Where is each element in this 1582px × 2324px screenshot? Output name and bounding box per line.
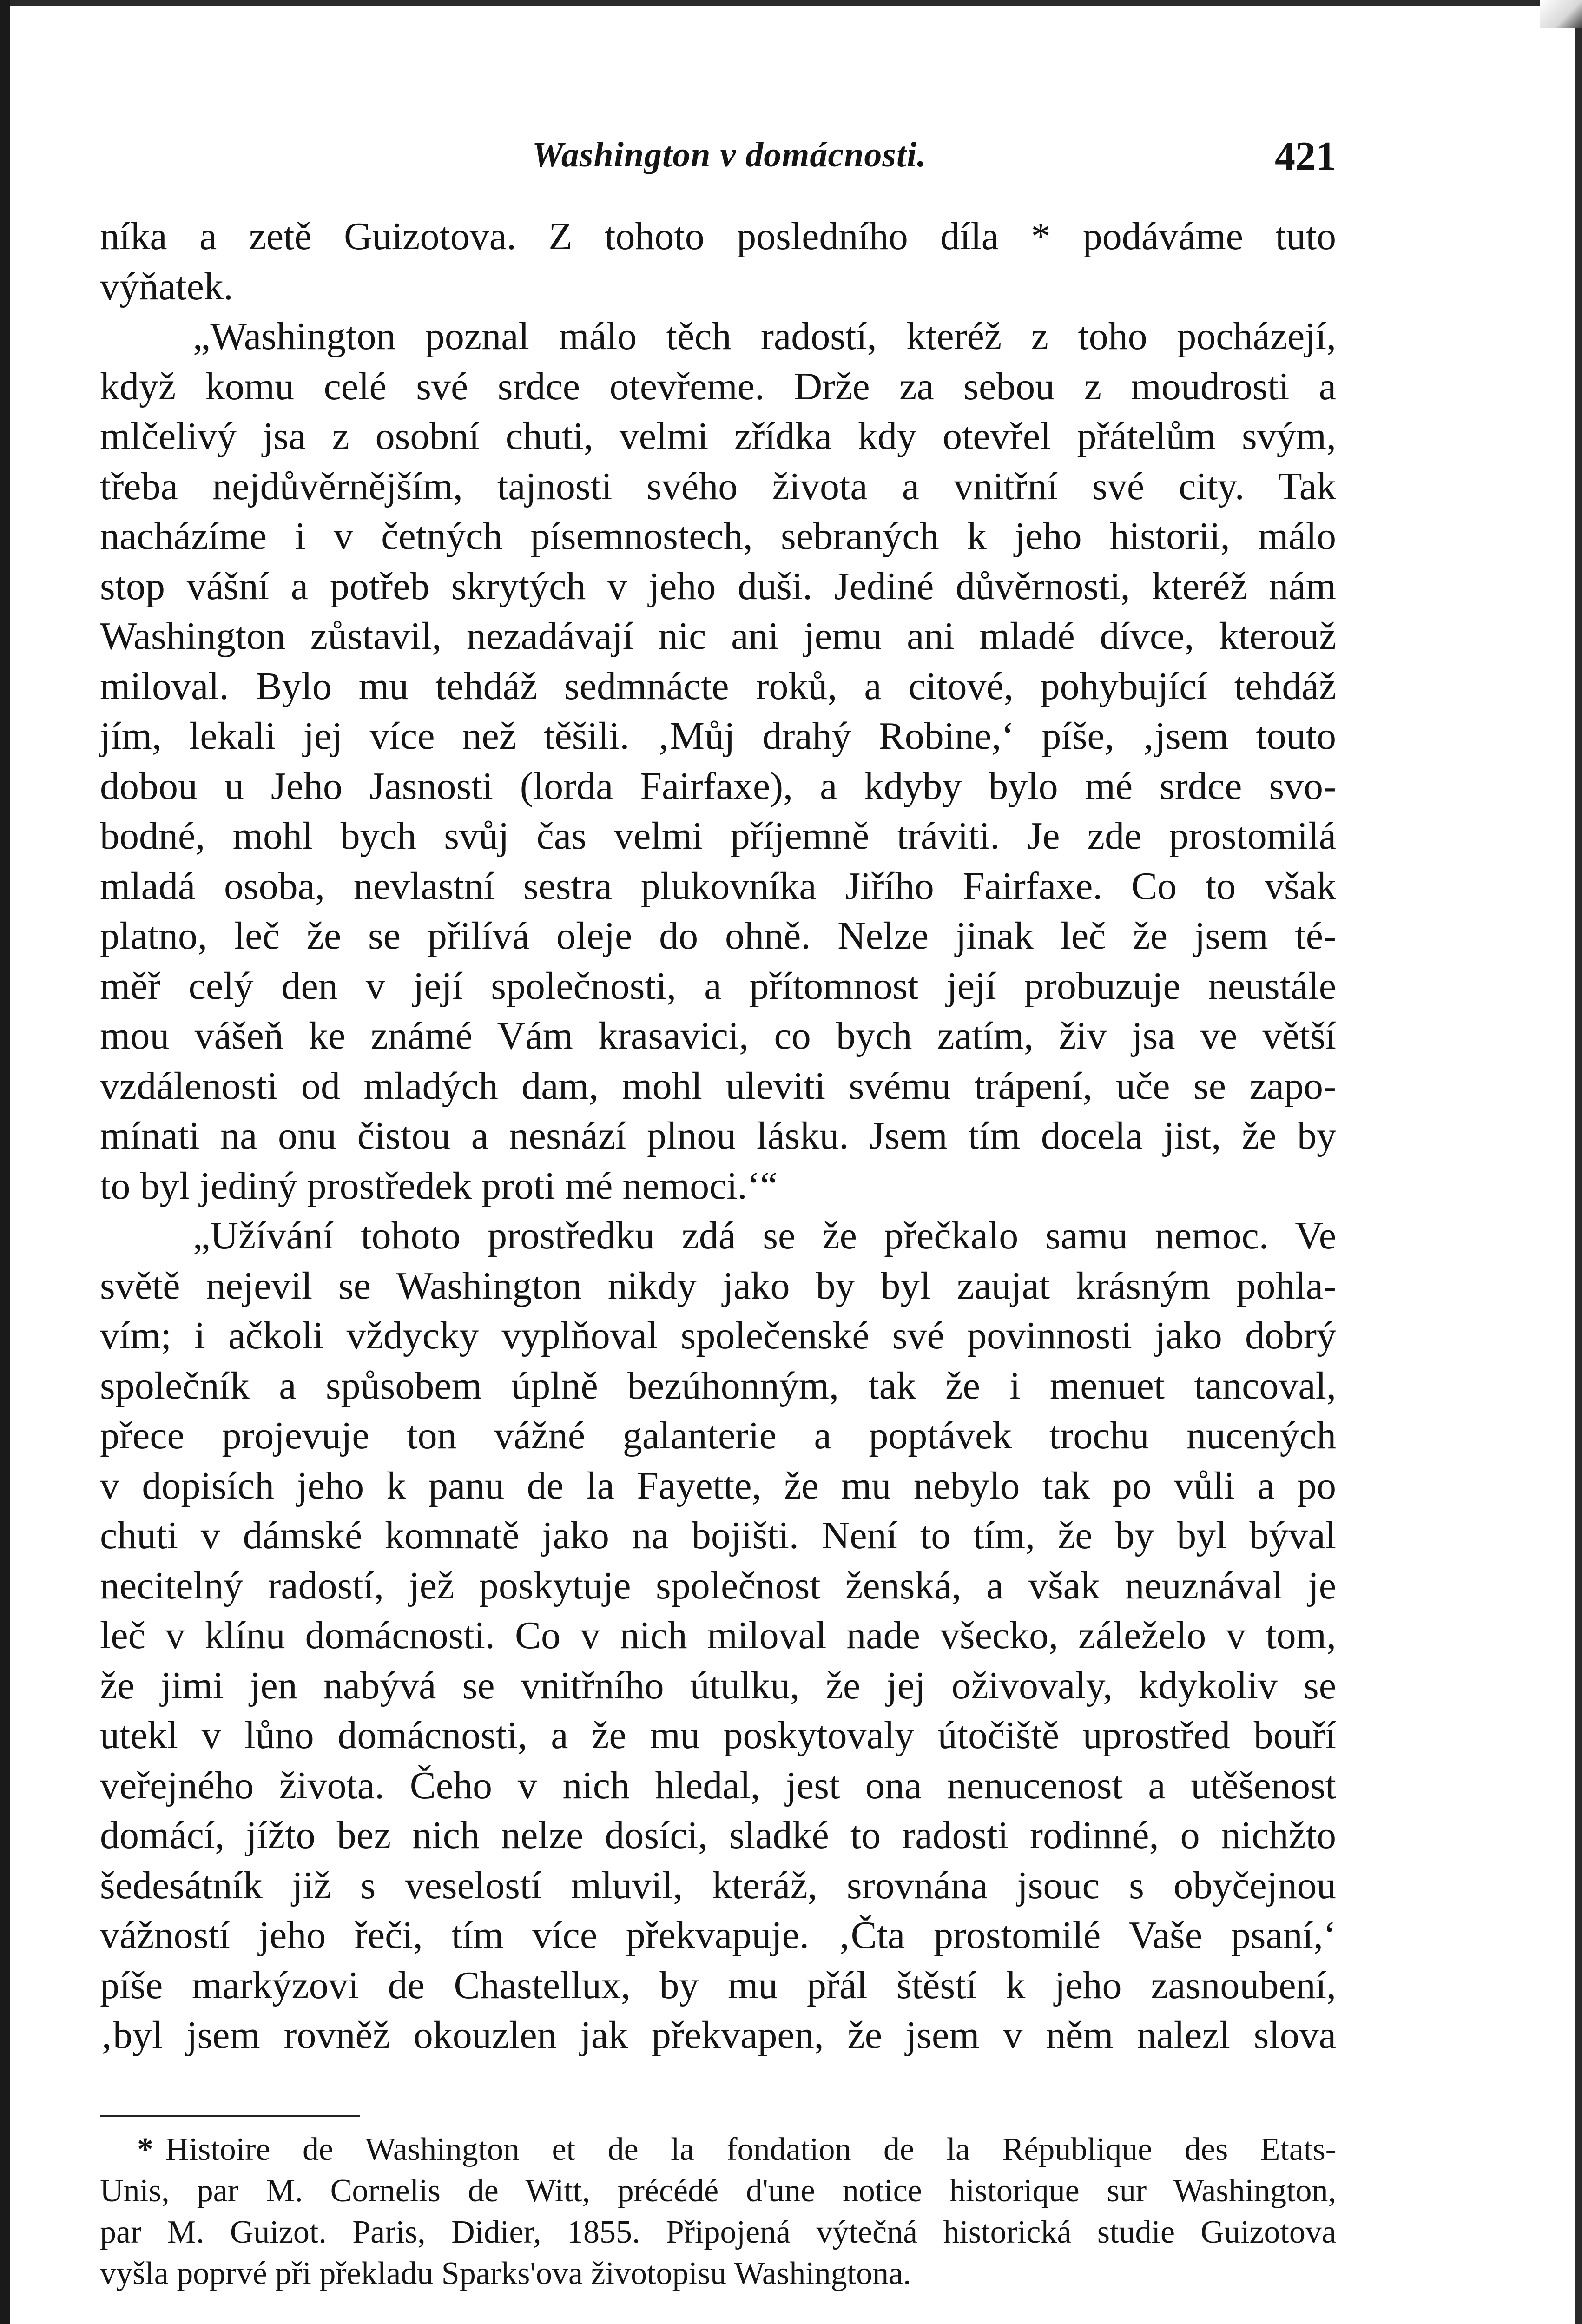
text-line: vím; i ačkoli vždycky vyplňoval společenské své povinnosti jako dobrý	[100, 1314, 1336, 1357]
scan-edge-right	[1575, 9, 1582, 2324]
footnote-rule	[100, 2115, 360, 2117]
footnote-line: par M. Guizot. Paris, Didier, 1855. Připojená výtečná historická studie Guizotova	[100, 2214, 1336, 2250]
text-line: mlčelivý jsa z osobní chuti, velmi zřídka kdy otevřel přátelům svým,	[100, 415, 1336, 458]
footnote-line: vyšla poprvé při překladu Sparks'ova životopisu Washingtona.	[100, 2256, 911, 2291]
text-line: domácí, jížto bez nich nelze dosíci, sladké to radosti rodinné, o nichžto	[100, 1814, 1336, 1857]
body-text	[100, 211, 1336, 2060]
footnote-line-text: Histoire de Washington et de la fondation de la République des Etats-	[165, 2132, 1336, 2167]
footnote-line: Unis, par M. Cornelis de Witt, précédé d'une notice historique sur Washington,	[100, 2173, 1336, 2209]
text-line: dobou u Jeho Jasnosti (lorda Fairfaxe), a kdyby bylo mé srdce svo-	[100, 764, 1336, 808]
running-title: Washington v domácnosti.	[532, 135, 927, 174]
text-line: „Užívání tohoto prostředku zdá se že přečkalo samu nemoc. Ve	[193, 1214, 1336, 1257]
text-line: jím, lekali jej více než těšili. ‚Můj drahý Robine,‘ píše, ‚jsem touto	[100, 714, 1336, 758]
text-line: třeba nejdůvěrnějším, tajnosti svého života a vnitřní své city. Tak	[100, 464, 1336, 508]
text-line: výňatek.	[100, 264, 233, 308]
text-line: stop vášní a potřeb skrytých v jeho duši. Jediné důvěrnosti, kteréž nám	[100, 564, 1336, 608]
text-line: že jimi jen nabývá se vnitřního útulku, že jej oživovaly, kdykoliv se	[100, 1664, 1336, 1707]
text-line: píše markýzovi de Chastellux, by mu přál štěstí k jeho zasnoubení,	[100, 1963, 1336, 2007]
text-line: miloval. Bylo mu tehdáž sedmnácte roků, a citové, pohybující tehdáž	[100, 664, 1336, 708]
footnote-line	[100, 2129, 1336, 2170]
text-line: veřejného života. Čeho v nich hledal, jest ona nenucenost a utěšenost	[100, 1763, 1336, 1807]
text-line: vážností jeho řeči, tím více překvapuje. ‚Čta prostomilé Vaše psaní,‘	[100, 1914, 1336, 1957]
text-line: nacházíme i v četných písemnostech, sebraných k jeho historii, málo	[100, 515, 1336, 558]
page-number: 421	[1275, 134, 1336, 179]
text-line: necitelný radostí, jež poskytuje společnost ženská, a však neuznával je	[100, 1564, 1336, 1607]
text-line: měř celý den v její společnosti, a přítomnost její probuzuje neustále	[100, 964, 1336, 1008]
text-line: mladá osoba, nevlastní sestra plukovníka Jiřího Fairfaxe. Co to však	[100, 864, 1336, 908]
text-line: to byl jediný prostředek proti mé nemoci.‘“	[100, 1164, 778, 1208]
text-line: Washington zůstavil, nezadávají nic ani jemu ani mladé dívce, kterouž	[100, 614, 1336, 658]
scan-corner-fold	[1540, 0, 1582, 28]
text-line: šedesátník již s veselostí mluvil, kteráž, srovnána jsouc s obyčejnou	[100, 1863, 1336, 1907]
text-line: když komu celé své srdce otevřeme. Drže za sebou z moudrosti a	[100, 364, 1336, 408]
text-line: chuti v dámské komnatě jako na bojišti. Není to tím, že by byl býval	[100, 1514, 1336, 1557]
running-header	[100, 122, 1336, 178]
text-line: bodné, mohl bych svůj čas velmi příjemně tráviti. Je zde prostomilá	[100, 814, 1336, 858]
text-line: v dopisích jeho k panu de la Fayette, že mu nebylo tak po vůli a po	[100, 1464, 1336, 1507]
scan-edge-left	[0, 0, 10, 2324]
text-line: leč v klínu domácnosti. Co v nich miloval nade všecko, záleželo v tom,	[100, 1614, 1336, 1657]
footnote-marker: *	[137, 2132, 153, 2167]
footnote	[100, 2129, 1336, 2294]
text-line: níka a zetě Guizotova. Z tohoto posledního díla * podáváme tuto	[100, 215, 1336, 258]
text-line: společník a spůsobem úplně bezúhonným, tak že i menuet tancoval,	[100, 1364, 1336, 1407]
text-line: mou vášeň ke známé Vám krasavici, co bych zatím, živ jsa ve větší	[100, 1014, 1336, 1057]
text-line: ‚byl jsem rovněž okouzlen jak překvapen, že jsem v něm nalezl slova	[100, 2014, 1336, 2057]
text-line: světě nejevil se Washington nikdy jako by byl zaujat krásným pohla-	[100, 1264, 1336, 1307]
text-line: platno, leč že se přilívá oleje do ohně. Nelze jinak leč že jsem té-	[100, 914, 1336, 957]
text-line: utekl v lůno domácnosti, a že mu poskytovaly útočiště uprostřed bouří	[100, 1714, 1336, 1757]
text-line: přece projevuje ton vážné galanterie a poptávek trochu nucených	[100, 1414, 1336, 1457]
text-line: vzdálenosti od mladých dam, mohl uleviti svému trápení, uče se zapo-	[100, 1064, 1336, 1108]
text-line: „Washington poznal málo těch radostí, kteréž z toho pocházejí,	[193, 315, 1336, 358]
scan-edge-top	[0, 0, 1582, 6]
text-line: mínati na onu čistou a nesnází plnou lásku. Jsem tím docela jist, že by	[100, 1114, 1336, 1157]
